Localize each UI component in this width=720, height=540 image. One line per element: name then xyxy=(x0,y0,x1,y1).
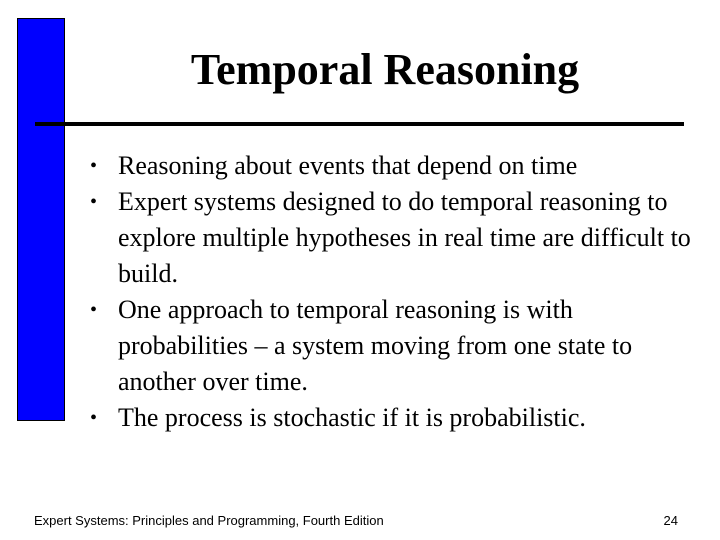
page-number: 24 xyxy=(663,513,678,528)
bullet-icon: • xyxy=(90,155,98,177)
title-divider xyxy=(35,122,684,126)
bullet-item xyxy=(90,400,700,436)
bullet-text: The process is stochastic if it is probabilistic. xyxy=(118,403,586,432)
bullet-text: Expert systems designed to do temporal reasoning to explore multiple hypotheses in real time are difficult to build. xyxy=(118,187,691,288)
bullet-text: One approach to temporal reasoning is with probabilities – a system moving from one state to another over time. xyxy=(118,295,633,396)
bullet-text: Reasoning about events that depend on time xyxy=(118,151,578,180)
bullet-item xyxy=(90,148,700,184)
bullet-item xyxy=(90,184,700,292)
slide-title: Temporal Reasoning xyxy=(190,45,580,94)
bullet-list xyxy=(90,148,700,436)
bullet-icon: • xyxy=(90,299,98,321)
bullet-item xyxy=(90,292,700,400)
footer-source: Expert Systems: Principles and Programming, Fourth Edition xyxy=(34,513,384,528)
decorative-side-bar xyxy=(17,18,65,421)
bullet-icon: • xyxy=(90,407,98,429)
bullet-icon: • xyxy=(90,191,98,213)
